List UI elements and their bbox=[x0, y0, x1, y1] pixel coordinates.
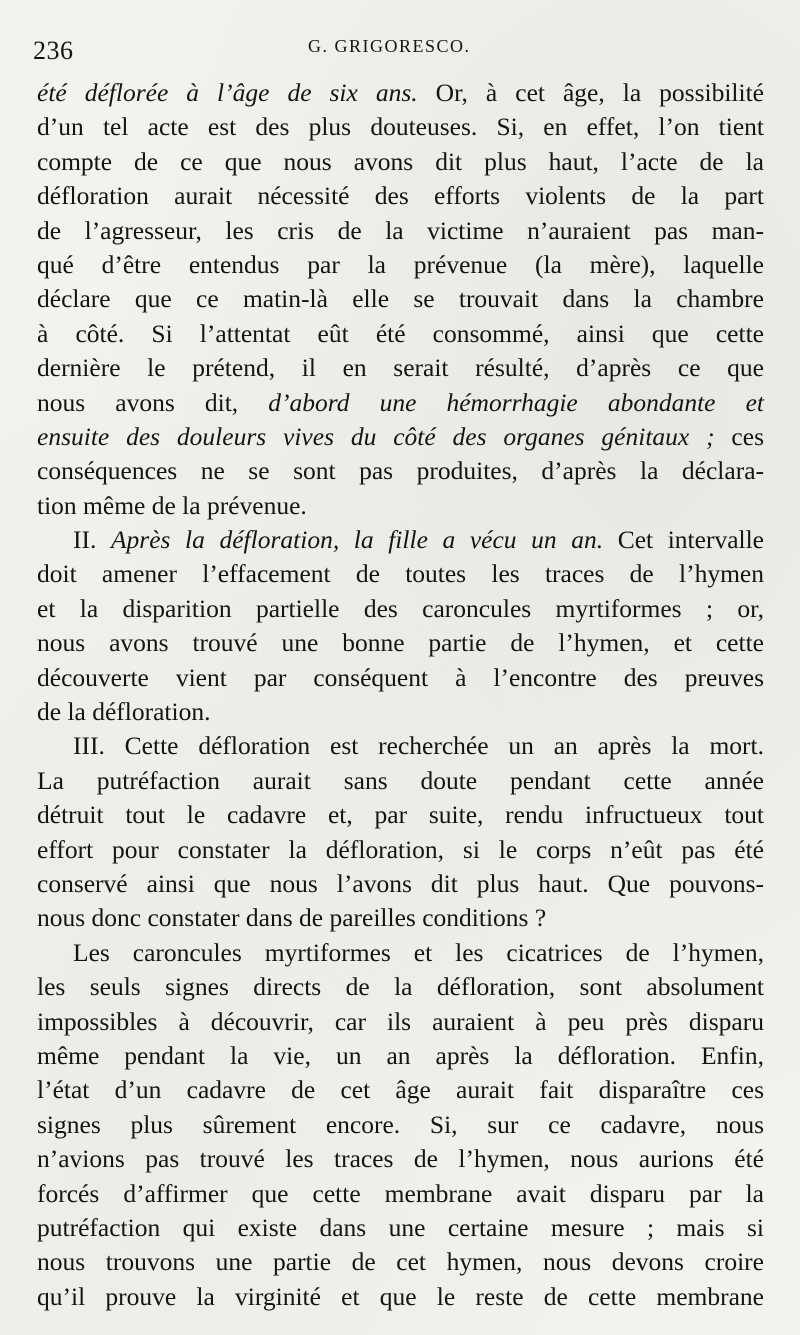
text-segment: La putréfaction aurait sans doute pendant cette année bbox=[37, 765, 764, 795]
text-segment: impossibles à découvrir, car ils auraient à peu près disparu bbox=[37, 1006, 764, 1036]
text-segment: doit amener l’effacement de toutes les traces de l’hymen bbox=[37, 559, 764, 589]
text-segment: forcés d’affirmer que cette membrane avait disparu par la bbox=[37, 1178, 764, 1208]
text-line bbox=[37, 454, 764, 488]
text-line bbox=[37, 729, 764, 763]
text-line bbox=[37, 1142, 764, 1176]
italic-text: d’abord une hémorrhagie abondante et bbox=[268, 387, 764, 417]
text-segment: qué d’être entendus par la prévenue (la mère), laquelle bbox=[37, 249, 764, 279]
text-segment: nous avons trouvé une bonne partie de l’hymen, et cette bbox=[37, 628, 764, 658]
text-line bbox=[37, 867, 764, 901]
text-segment: d’un tel acte est des plus douteuses. Si, en effet, l’on tient bbox=[37, 112, 764, 142]
text-line bbox=[37, 179, 764, 213]
text-segment: putréfaction qui existe dans une certaine mesure ; mais si bbox=[37, 1212, 764, 1242]
text-line bbox=[37, 317, 764, 351]
italic-text: Après la défloration, la fille a vécu un an. bbox=[110, 525, 604, 555]
text-line bbox=[37, 1039, 764, 1073]
text-segment: compte de ce que nous avons dit plus haut, l’acte de la bbox=[37, 146, 764, 176]
text-segment: même pendant la vie, un an après la défloration. Enfin, bbox=[37, 1040, 764, 1070]
text-line bbox=[37, 489, 764, 523]
text-line bbox=[37, 1073, 764, 1107]
text-segment: détruit tout le cadavre et, par suite, rendu infructueux tout bbox=[37, 800, 764, 830]
text-line bbox=[37, 833, 764, 867]
text-line bbox=[37, 1177, 764, 1211]
text-line bbox=[37, 145, 764, 179]
text-segment: n’avions pas trouvé les traces de l’hymen, nous aurions été bbox=[37, 1144, 764, 1174]
text-segment: effort pour constater la défloration, si le corps n’eût pas été bbox=[37, 834, 764, 864]
text-line bbox=[37, 1211, 764, 1245]
text-line bbox=[37, 1245, 764, 1279]
text-segment: ces bbox=[714, 421, 764, 451]
text-segment: tion même de la prévenue. bbox=[37, 490, 307, 520]
text-segment: signes plus sûrement encore. Si, sur ce cadavre, nous bbox=[37, 1109, 764, 1139]
text-line bbox=[37, 970, 764, 1004]
text-line bbox=[37, 1005, 764, 1039]
italic-text: été déflorée à l’âge de six ans. bbox=[37, 78, 418, 107]
text-line bbox=[37, 420, 764, 454]
text-segment: l’état d’un cadavre de cet âge aurait fait disparaître ces bbox=[37, 1075, 764, 1105]
text-segment: nous avons dit, bbox=[37, 387, 269, 417]
text-segment: conservé ainsi que nous l’avons dit plus haut. Que pouvons- bbox=[37, 868, 764, 898]
text-line bbox=[37, 523, 764, 557]
text-line bbox=[37, 1108, 764, 1142]
text-line bbox=[37, 1280, 764, 1314]
text-segment: de la défloration. bbox=[37, 697, 211, 727]
page-number: 236 bbox=[33, 36, 74, 65]
text-line bbox=[37, 351, 764, 385]
text-line bbox=[37, 626, 764, 660]
text-segment: qu’il prouve la virginité et que le reste de cette membrane bbox=[37, 1281, 764, 1311]
text-segment: nous trouvons une partie de cet hymen, nous devons croire bbox=[37, 1247, 764, 1277]
text-line bbox=[37, 695, 764, 729]
text-segment: III. Cette défloration est recherchée un an après la mort. bbox=[73, 731, 764, 761]
text-segment: nous donc constater dans de pareilles conditions ? bbox=[37, 903, 547, 933]
text-segment: dernière le prétend, il en serait résulté, d’après ce que bbox=[37, 353, 764, 383]
text-segment: découverte vient par conséquent à l’encontre des preuves bbox=[37, 662, 764, 692]
text-segment: Cet intervalle bbox=[603, 525, 765, 555]
text-line bbox=[37, 936, 764, 970]
text-line bbox=[37, 592, 764, 626]
text-segment: les seuls signes directs de la défloration, sont absolument bbox=[37, 972, 764, 1002]
text-line bbox=[37, 214, 764, 248]
text-segment: défloration aurait nécessité des efforts violents de la part bbox=[37, 181, 764, 211]
text-line bbox=[37, 76, 764, 110]
text-line bbox=[37, 798, 764, 832]
text-segment: Or, à cet âge, la possibilité bbox=[417, 78, 764, 107]
page-header bbox=[33, 30, 773, 70]
text-segment: Les caroncules myrtiformes et les cicatrices de l’hymen, bbox=[73, 937, 764, 967]
running-head: G. GRIGORESCO. bbox=[308, 36, 471, 56]
text-line bbox=[37, 248, 764, 282]
text-line bbox=[37, 386, 764, 420]
text-segment: et la disparition partielle des caroncules myrtiformes ; or, bbox=[37, 593, 764, 623]
text-segment: de l’agresseur, les cris de la victime n’auraient pas man- bbox=[37, 215, 764, 245]
italic-text: ensuite des douleurs vives du côté des organes génitaux ; bbox=[37, 421, 715, 451]
body-text bbox=[37, 76, 764, 1314]
text-line bbox=[37, 557, 764, 591]
text-segment: déclare que ce matin-là elle se trouvait dans la chambre bbox=[37, 284, 764, 314]
text-line bbox=[37, 110, 764, 144]
text-line bbox=[37, 282, 764, 316]
text-line bbox=[37, 901, 764, 935]
text-segment: à côté. Si l’attentat eût été consommé, ainsi que cette bbox=[37, 318, 764, 348]
text-segment: conséquences ne se sont pas produites, d’après la déclara- bbox=[37, 456, 764, 486]
text-segment: II. bbox=[73, 525, 111, 555]
text-line bbox=[37, 661, 764, 695]
text-line bbox=[37, 764, 764, 798]
